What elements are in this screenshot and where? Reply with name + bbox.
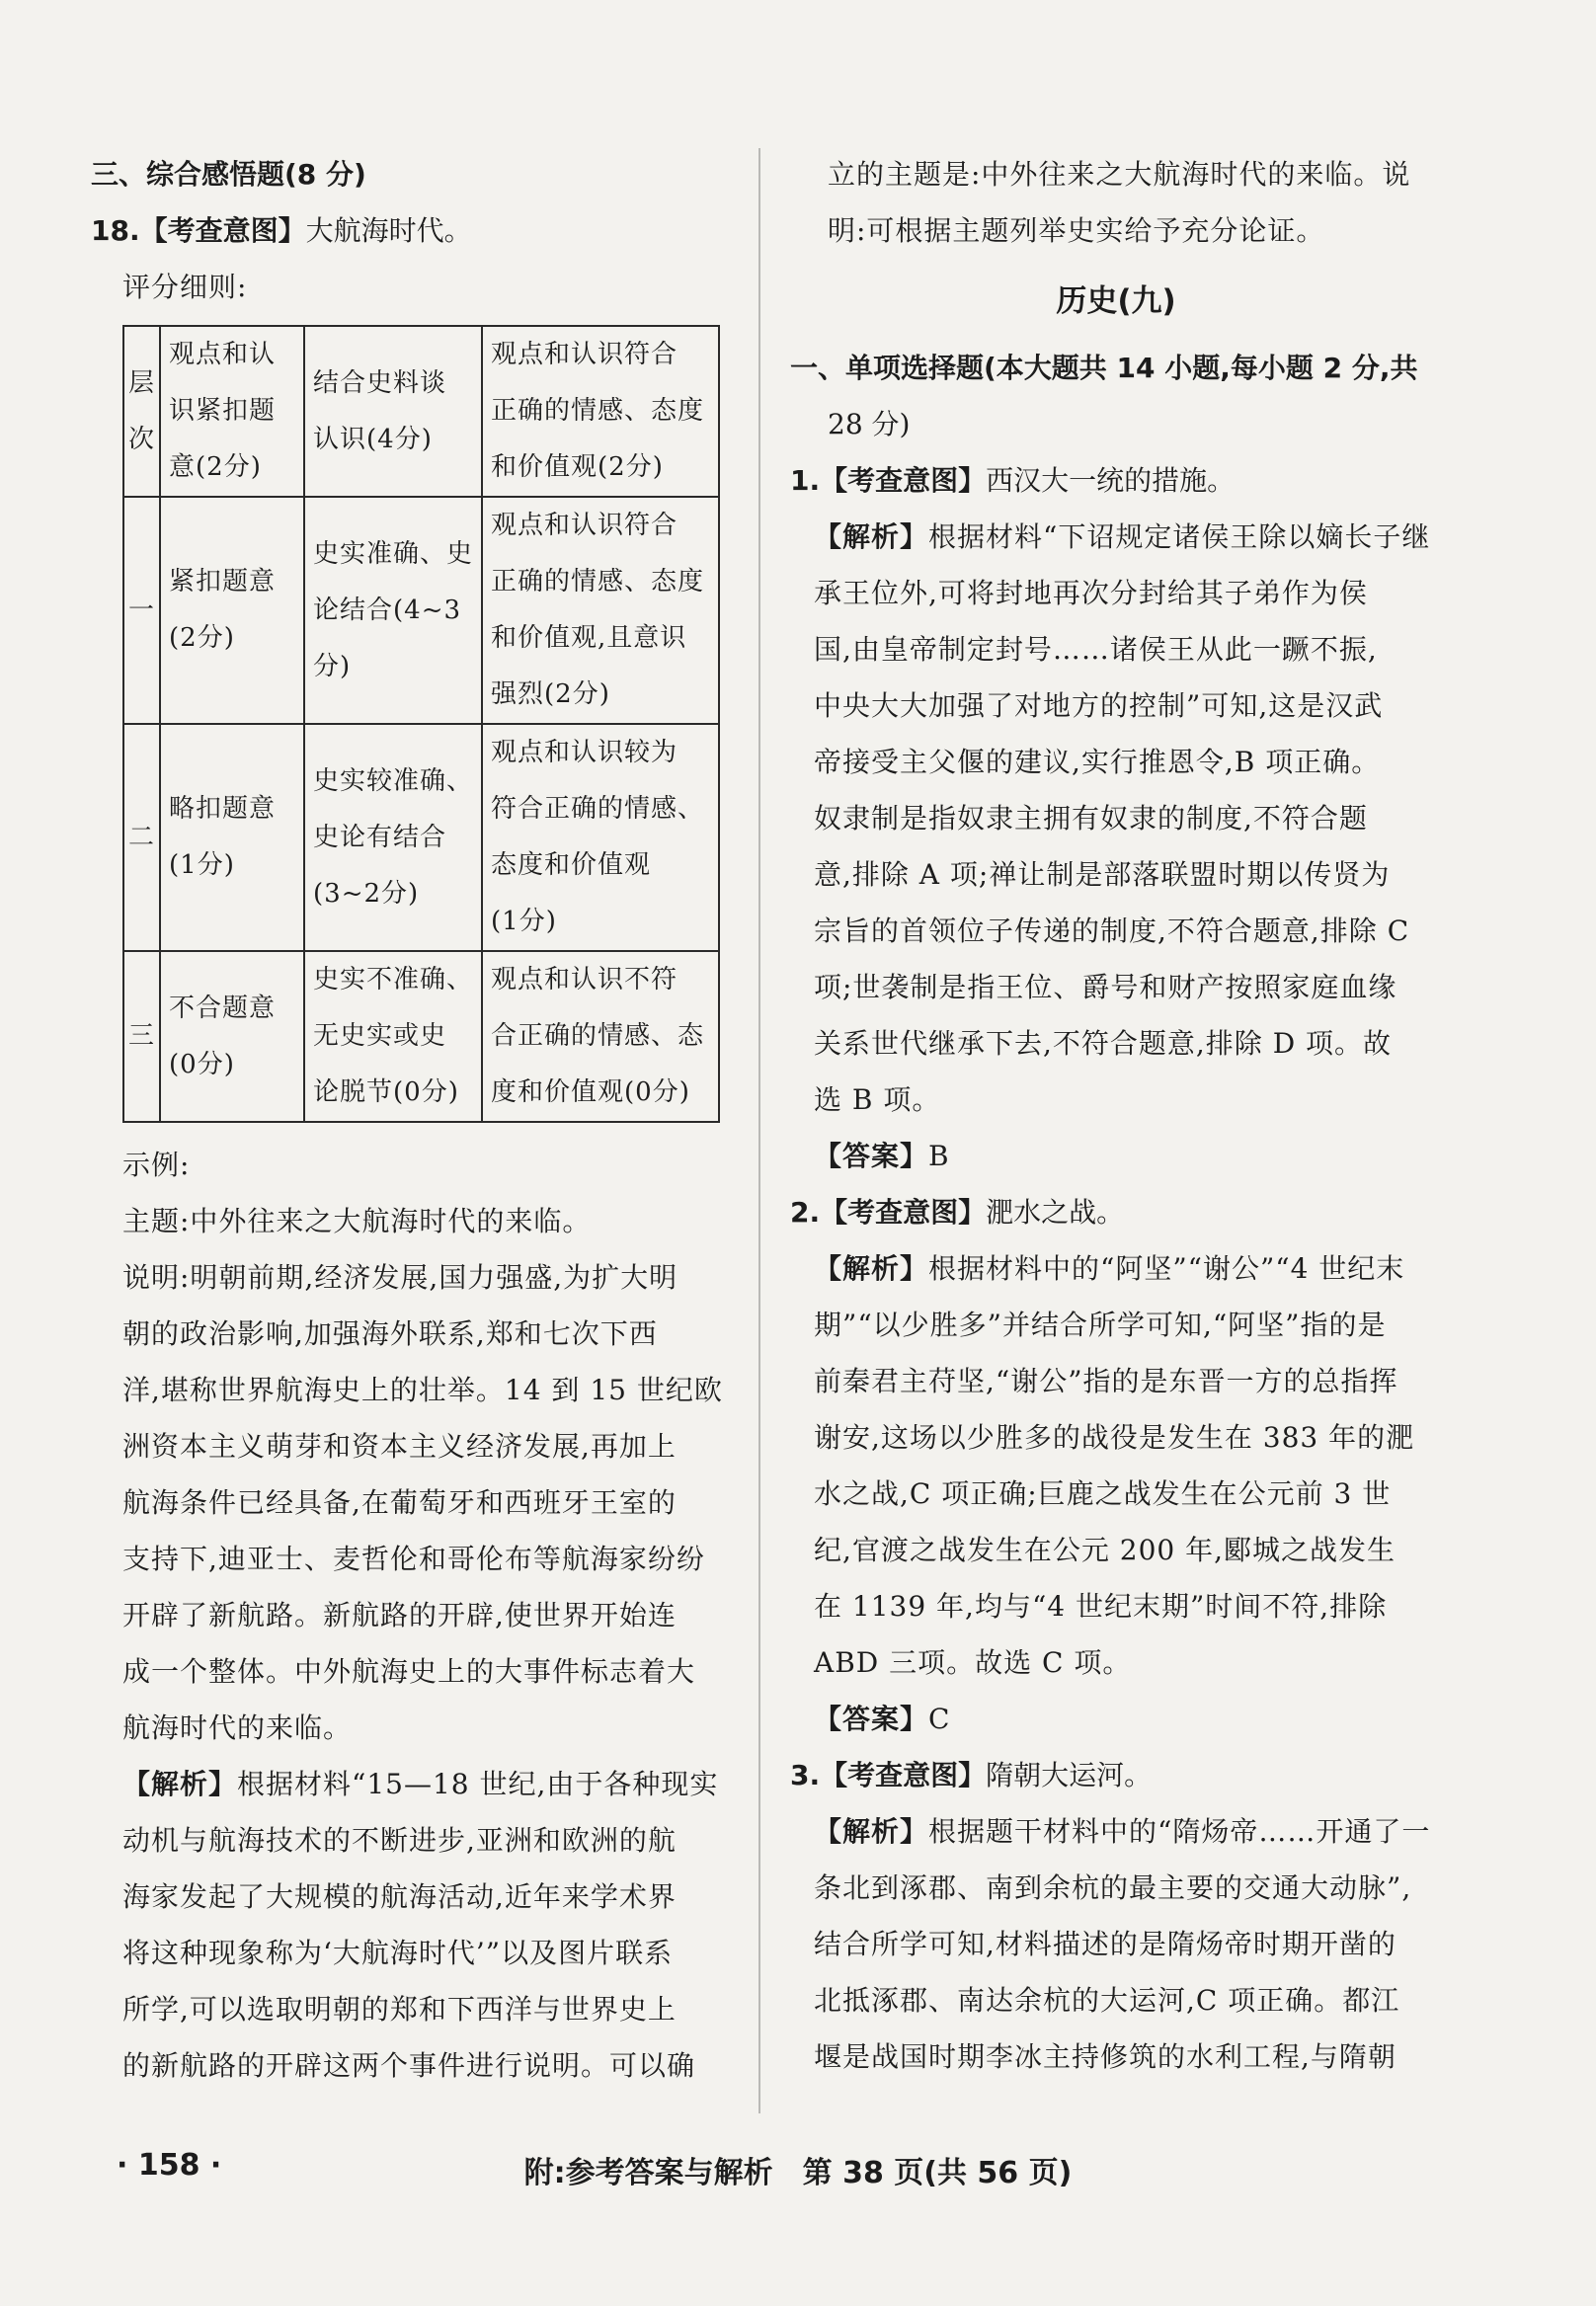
row-c3: 观点和认识较为 符合正确的情感、 态度和价值观 (1分) [482,724,719,951]
analysis-line: 帝接受主父偃的建议,实行推恩令,B 项正确。 [814,746,1381,778]
analysis-line: 在 1139 年,均与“4 世纪末期”时间不符,排除 [814,1590,1388,1623]
analysis-line: 宗旨的首领位子传递的制度,不符合题意,排除 C [814,914,1410,947]
answer-line: 【答案】C [814,1703,951,1735]
header-c3: 观点和认识符合 正确的情感、态度 和价值观(2分) [482,326,719,497]
analysis-line: 承王位外,可将封地再次分封给其子弟作为侯 [814,577,1368,609]
question-2-heading: 2.【考查意图】淝水之战。 [790,1196,1125,1229]
analysis-line: 纪,官渡之战发生在公元 200 年,郾城之战发生 [814,1534,1396,1566]
row-level: 一 [123,497,160,724]
analysis-first-line: 【解析】根据材料“15—18 世纪,由于各种现实 [122,1768,719,1800]
continued-line: 明:可根据主题列举史实给予充分论证。 [828,214,1325,247]
header-c1: 观点和认 识紧扣题 意(2分) [160,326,304,497]
example-line: 支持下,迪亚士、麦哲伦和哥伦布等航海家纷纷 [122,1543,705,1575]
row-c2: 史实较准确、 史论有结合 (3~2分) [304,724,482,951]
analysis-first-line: 【解析】根据材料中的“阿坚”“谢公”“4 世纪末 [814,1252,1405,1285]
answer-line: 【答案】B [814,1140,950,1172]
example-label: 示例: [122,1149,191,1181]
part-title: 一、单项选择题(本大题共 14 小题,每小题 2 分,共 [790,352,1418,384]
left-column [91,146,733,2094]
row-level: 三 [123,951,160,1122]
analysis-line: 期”“以少胜多”并结合所学可知,“阿坚”指的是 [814,1309,1387,1341]
answer-value: B [928,1140,950,1172]
section-heading: 历史(九) [1056,283,1176,319]
analysis-line: 意,排除 A 项;禅让制是部落联盟时期以传贤为 [814,858,1391,891]
example-line: 洋,堪称世界航海史上的壮举。14 到 15 世纪欧 [122,1374,723,1406]
example-line: 说明:明朝前期,经济发展,国力强盛,为扩大明 [122,1261,678,1294]
row-c1: 紧扣题意 (2分) [160,497,304,724]
example-line: 开辟了新航路。新航路的开辟,使世界开始连 [122,1599,677,1631]
example-line: 洲资本主义萌芽和资本主义经济发展,再加上 [122,1430,677,1463]
analysis-line: 结合所学可知,材料描述的是隋炀帝时期开凿的 [814,1928,1396,1960]
example-line: 朝的政治影响,加强海外联系,郑和七次下西 [122,1317,658,1350]
analysis-line: 动机与航海技术的不断进步,亚洲和欧洲的航 [122,1824,677,1857]
analysis-line: 将这种现象称为‘大航海时代’”以及图片联系 [122,1937,674,1969]
page-number: · 158 · [117,2148,222,2183]
analysis-line: 奴隶制是指奴隶主拥有奴隶的制度,不符合题 [814,802,1368,835]
analysis-line: 前秦君主苻坚,“谢公”指的是东晋一方的总指挥 [814,1365,1398,1397]
analysis-line: 的新航路的开辟这两个事件进行说明。可以确 [122,2049,696,2082]
intent-tag: 【考查意图】 [139,214,306,247]
analysis-tag: 【解析】 [122,1768,238,1800]
analysis-line: 北抵涿郡、南达余杭的大运河,C 项正确。都江 [814,1984,1400,2017]
continued-line: 立的主题是:中外往来之大航海时代的来临。说 [828,158,1411,191]
question-number: 18. [91,214,140,247]
table-row [123,724,719,951]
footer-title: 附:参考答案与解析 第 38 页(共 56 页) [523,2156,1073,2190]
score-table [122,325,720,1123]
row-c1: 不合题意 (0分) [160,951,304,1122]
analysis-first-line: 【解析】根据题干材料中的“隋炀帝……开通了一 [814,1815,1431,1848]
table-header-row [123,326,719,497]
example-line: 主题:中外往来之大航海时代的来临。 [122,1205,592,1237]
header-c2: 结合史料谈 认识(4分) [304,326,482,497]
analysis-line: 条北到涿郡、南到余杭的最主要的交通大动脉”, [814,1871,1412,1904]
example-line: 航海时代的来临。 [122,1711,353,1744]
header-level: 层 次 [123,326,160,497]
analysis-line: 水之战,C 项正确;巨鹿之战发生在公元前 3 世 [814,1477,1392,1510]
example-line: 航海条件已经具备,在葡萄牙和西班牙王室的 [122,1486,677,1519]
analysis-line: 海家发起了大规模的航海活动,近年来学术界 [122,1880,677,1913]
row-c3: 观点和认识符合 正确的情感、态度 和价值观,且意识 强烈(2分) [482,497,719,724]
column-divider [758,148,760,2113]
analysis-line: 关系世代继承下去,不符合题意,排除 D 项。故 [814,1027,1393,1060]
analysis-line: ABD 三项。故选 C 项。 [814,1646,1132,1679]
analysis-line: 国,由皇帝制定封号……诸侯王从此一蹶不振, [814,633,1378,666]
question-3-heading: 3.【考查意图】隋朝大运河。 [790,1759,1153,1791]
answer-value: C [928,1703,951,1735]
row-c1: 略扣题意 (1分) [160,724,304,951]
row-c2: 史实不准确、 无史实或史 论脱节(0分) [304,951,482,1122]
part-title-cont: 28 分) [828,408,911,440]
score-label: 评分细则: [122,271,248,303]
row-level: 二 [123,724,160,951]
analysis-line: 谢安,这场以少胜多的战役是发生在 383 年的淝 [814,1421,1415,1454]
question-18-heading [91,202,733,259]
section-title: 三、综合感悟题(8 分) [91,158,366,191]
analysis-line: 项;世袭制是指王位、爵号和财产按照家庭血缘 [814,971,1397,1003]
analysis-line: 所学,可以选取明朝的郑和下西洋与世界史上 [122,1993,677,2026]
analysis-first-line: 【解析】根据材料“下诏规定诸侯王除以嫡长子继 [814,520,1431,553]
page-footer [0,2148,1596,2207]
table-row [123,497,719,724]
row-c3: 观点和认识不符 合正确的情感、态 度和价值观(0分) [482,951,719,1122]
row-c2: 史实准确、史 论结合(4~3 分) [304,497,482,724]
intent-text: 大航海时代。 [305,214,472,247]
table-row [123,951,719,1122]
right-column [790,146,1442,2085]
example-line: 成一个整体。中外航海史上的大事件标志着大 [122,1655,696,1688]
question-1-heading: 1.【考查意图】西汉大一统的措施。 [790,464,1236,497]
analysis-line: 选 B 项。 [814,1083,941,1116]
analysis-line: 中央大大加强了对地方的控制”可知,这是汉武 [814,689,1384,722]
analysis-line: 堰是战国时期李冰主持修筑的水利工程,与隋朝 [814,2040,1396,2073]
